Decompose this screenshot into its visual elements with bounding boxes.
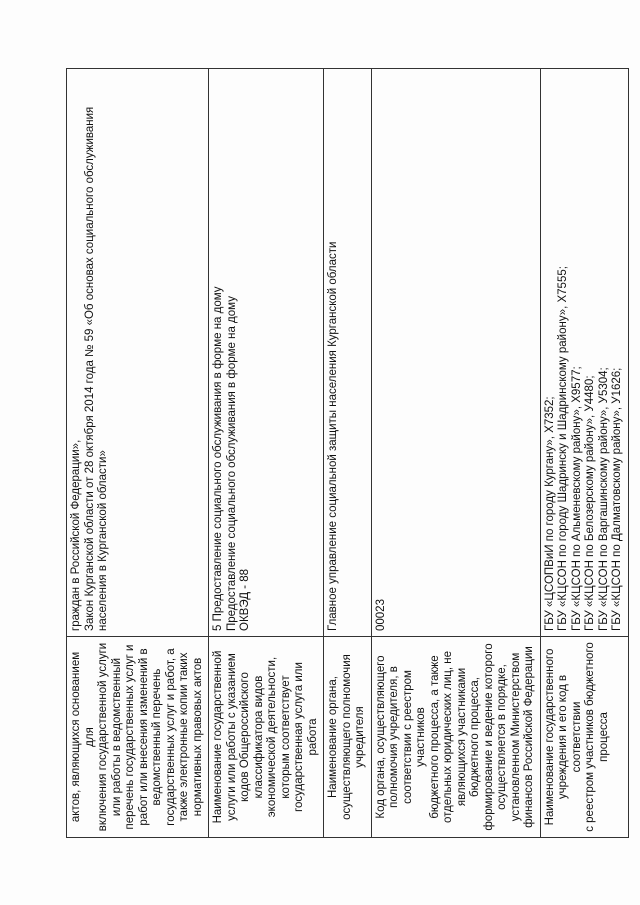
rotated-document-sheet — [66, 68, 623, 838]
label-line: ведомственный перечень — [151, 668, 163, 806]
label-line: бюджетного процесса, а также — [428, 655, 441, 819]
label-line: бюджетного процесса, — [469, 677, 481, 797]
label-line: финансов Российской Федерации — [523, 646, 535, 828]
label-line: актов, являющихся основанием для — [70, 651, 96, 823]
label-line: включения государственной услуги — [97, 642, 109, 832]
document-table — [66, 68, 629, 838]
label-line: Наименование государственной — [212, 650, 224, 824]
value-line: ГБУ «КЦСОН по городу Шадринску и Шадринскому району», Х7555; — [557, 266, 569, 631]
label-line: государственная услуга или работа — [293, 662, 319, 812]
row-value-cell — [209, 69, 324, 637]
label-line: перечень государственных услуг и — [124, 644, 136, 830]
row-label-cell — [67, 637, 209, 838]
table-row — [324, 69, 372, 838]
value-line: ГБУ «КЦСОН по Далматовскому району», У1626; — [611, 367, 623, 631]
label-line: или работы в ведомственный — [110, 657, 123, 817]
label-line: отдельных юридических лиц, не — [442, 651, 454, 823]
value-line: Предоставление социального обслуживания в форме на дому — [225, 296, 238, 631]
label-line: услуги или работы с указанием — [225, 653, 238, 821]
label-line: Наименование органа, — [327, 676, 339, 798]
label-line: формирование и ведение которого — [482, 643, 495, 831]
value-line: граждан в Российской Федерации», — [70, 439, 82, 631]
table-row — [209, 69, 324, 838]
label-line: процесса — [597, 712, 610, 762]
value-line: населения в Курганской области» — [97, 450, 109, 631]
label-line: соответствии с реестром участников — [401, 670, 427, 804]
row-label-cell — [371, 637, 540, 838]
value-line: Главное управление социальной защиты населения Курганской области — [327, 241, 339, 631]
label-line: государственных услуг и работ, а — [164, 648, 177, 826]
value-line: 5 Предоставление социального обслуживания в форме на дому — [212, 286, 224, 631]
value-line: Закон Курганской области от 28 октября 2014 года № 59 «Об основах социального обслуживания — [83, 106, 96, 631]
row-label-cell — [209, 637, 324, 838]
row-label-cell — [540, 637, 628, 838]
row-value-cell — [324, 69, 372, 637]
label-line: также электронные копии таких — [178, 652, 190, 822]
label-line: нормативных правовых актов — [191, 657, 204, 817]
row-value-cell — [67, 69, 209, 637]
row-value-cell — [371, 69, 540, 637]
label-line: установленном Министерством — [509, 652, 522, 822]
label-line: Код органа, осуществляющего — [374, 655, 387, 819]
label-line: классификатора видов — [252, 675, 265, 799]
label-line: осуществляется в порядке, — [496, 664, 508, 810]
value-line: ГБУ «КЦСОН по Варгашинскому району», У5304; — [597, 367, 610, 631]
label-line: с реестром участников бюджетного — [584, 642, 596, 832]
value-line: ОКВЭД - 88 — [239, 569, 251, 631]
label-line: учредителя — [354, 706, 366, 768]
label-line: которым соответствует — [279, 675, 292, 799]
label-line: экономической деятельности, — [266, 656, 278, 818]
table-row — [540, 69, 628, 838]
label-line: осуществляющего полномочия — [340, 654, 353, 820]
value-line: ГБУ «КЦСОН по Белозерскому району», У4480; — [584, 375, 596, 631]
row-value-cell — [540, 69, 628, 637]
value-line: ГБУ «ЦСОПВиИ по городу Кургану», Х7352; — [543, 396, 556, 631]
table-row — [67, 69, 209, 838]
label-line: кодов Общероссийского — [239, 672, 251, 802]
row-label-cell — [324, 637, 372, 838]
table-row — [371, 69, 540, 838]
value-line: ГБУ «КЦСОН по Альменевскому району», Х9577; — [570, 366, 583, 631]
label-line: Наименование государственного — [543, 648, 556, 826]
label-line: учреждения и его код в соответствии — [557, 674, 583, 800]
label-line: работ или внесения изменений в — [137, 648, 150, 826]
label-line: полномочия учредителя, в — [388, 666, 400, 808]
label-line: являющихся участниками — [455, 667, 468, 807]
value-line: 00023 — [374, 599, 387, 631]
